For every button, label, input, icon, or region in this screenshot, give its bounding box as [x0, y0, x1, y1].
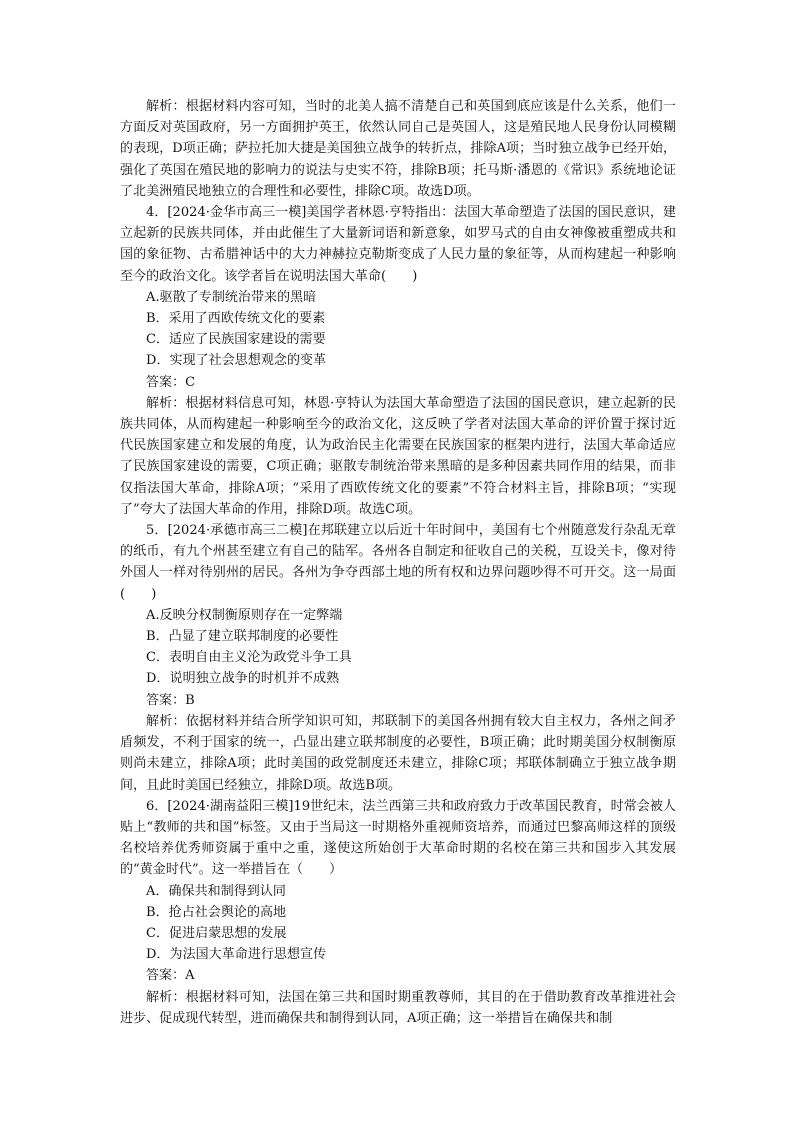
- explanation-paragraph: 解析：根据材料信息可知，林恩·亨特认为法国大革命塑造了法国的国民意识，建立起新的民族共同体，从而构建起一种影响至今的政治文化，这反映了学者对法国大革命的评价置于探讨近代民族国家建立和发展的角度，认为政治民主化需要在民族国家的框架内进行，法国大革命适应了民族国家建设的需要，C项正确；驱散专制统治带来黑暗的是多种因素共同作用的结果，而非仅指法国大革命，排除A项；“采用了西欧传统文化的要素”不符合材料主旨，排除B项；“实现了”夸大了法国大革命的作用，排除D项。故选C项。: [120, 395, 676, 517]
- question-stem: 4．[2024·金华市高三一模]美国学者林恩·亨特指出：法国大革命塑造了法国的国民意识，建立起新的民族共同体，并由此催生了大量新词语和新意象，如罗马式的自由女神像被重塑成共和国的象征物、古希腊神话中的大力神赫拉克勒斯变成了人民力量的象征等，从而构建起一种影响至今的政治文化。该学者旨在说明法国大革命( ): [120, 205, 677, 284]
- option-b: B．采用了西欧传统文化的要素: [146, 311, 326, 327]
- question-stem: 5．[2024·承德市高三二模]在邦联建立以后近十年时间中，美国有七个州随意发行杂乱无章的纸币，有九个州甚至建立有自己的陆军。各州各自制定和征收自己的关税，互设关卡，像对待外国人一样对待别州的居民。各州为争夺西部土地的所有权和边界问题吵得不可开交。这一局面( ): [120, 523, 676, 602]
- explanation-paragraph: 解析：根据材料可知，法国在第三共和国时期重教尊师，其目的在于借助教育改革推进社会进步、促成现代转型，进而确保共和制得到认同，A项正确；这一举措旨在确保共和制: [120, 989, 676, 1026]
- option-c: C．表明自由主义沦为政党斗争工具: [146, 650, 352, 666]
- question-block: [120, 520, 676, 796]
- document-content: [120, 96, 676, 1029]
- option-a: A．确保共和制得到认同: [146, 883, 286, 899]
- answer-line: 答案：B: [146, 692, 195, 708]
- option-c: C．适应了民族国家建设的需要: [146, 332, 326, 348]
- question-stem: 6．[2024·湖南益阳三模]19世纪末，法兰西第三共和政府致力于改革国民教育，时常会被人贴上“教师的共和国”标签。又由于当局这一时期格外重视师资培养，而通过巴黎高师这样的顶级名校培养优秀师资属于重中之重，遂使这所始创于大革命时期的名校在第三共和国步入其发展的“黄金时代”。这一举措旨在（ ）: [120, 798, 676, 878]
- explanation-paragraph: 解析：依据材料并结合所学知识可知，邦联制下的美国各州拥有较大自主权力，各州之间矛盾频发，不利于国家的统一，凸显出建立联邦制度的必要性，B项正确；此时期美国分权制衡原则尚未建立，排除A项；此时美国的政党制度还未建立，排除C项；邦联体制确立于独立战争期间，且此时美国已经独立，排除D项。故选B项。: [120, 713, 676, 793]
- option-d: D．为法国大革命进行思想宣传: [146, 947, 327, 963]
- answer-line: 答案：A: [146, 968, 195, 984]
- option-b: B．凸显了建立联邦制度的必要性: [146, 629, 339, 645]
- option-d: D．实现了社会思想观念的变革: [146, 353, 327, 369]
- answer-line: 答案：C: [146, 374, 196, 390]
- option-a: A.反映分权制衡原则存在一定弊端: [146, 607, 343, 623]
- option-c: C．促进启蒙思想的发展: [146, 925, 287, 941]
- option-b: B．抢占社会舆论的高地: [146, 904, 287, 920]
- explanation-paragraph: 解析：根据材料内容可知，当时的北美人搞不清楚自己和英国到底应该是什么关系，他们一方面反对英国政府，另一方面拥护英王，依然认同自己是英国人，这是殖民地人民身份认同模糊的表现，D项正确；萨拉托加大捷是美国独立战争的转折点，排除A项；当时独立战争已经开始，强化了英国在殖民地的影响力的说法与史实不符，排除B项；托马斯·潘恩的《常识》系统地论证了北美洲殖民地独立的合理性和必要性，排除C项。故选D项。: [120, 99, 676, 199]
- question-block: [120, 796, 676, 1029]
- option-a: A.驱散了专制统治带来的黑暗: [146, 289, 317, 305]
- option-d: D．说明独立战争的时机并不成熟: [146, 671, 340, 687]
- question-block: [120, 202, 676, 520]
